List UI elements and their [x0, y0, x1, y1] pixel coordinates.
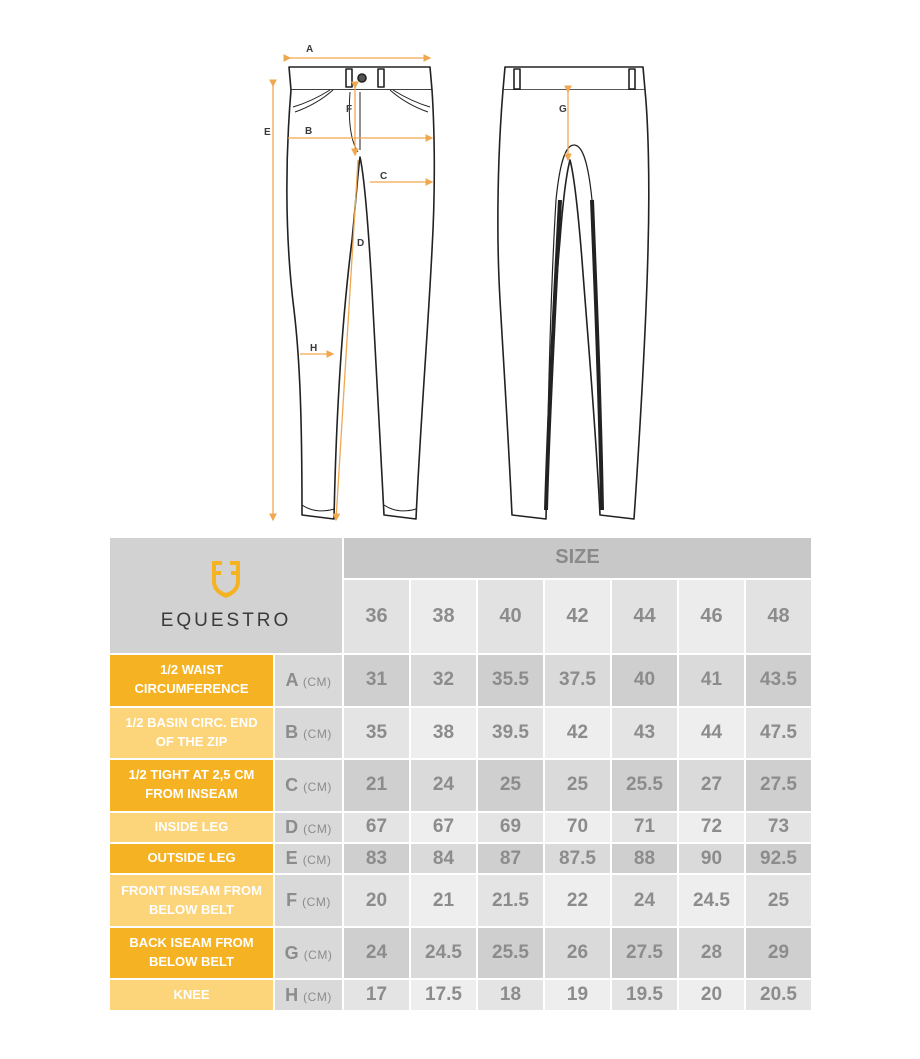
measurement-value: 39.5 [478, 708, 543, 759]
measurement-letter-text: G [284, 942, 299, 963]
table-row [110, 928, 811, 979]
table-row [110, 760, 811, 811]
measurement-letter-text: H [285, 984, 299, 1005]
measurement-letter [275, 980, 342, 1010]
measurement-letter [275, 844, 342, 873]
size-column-header: 38 [411, 580, 476, 653]
table-row [110, 875, 811, 926]
measurement-value: 87 [478, 844, 543, 873]
measurement-value: 43 [612, 708, 677, 759]
measurement-letter [275, 875, 342, 926]
measurement-name: 1/2 WAIST CIRCUMFERENCE [110, 655, 273, 706]
measurement-value: 38 [411, 708, 476, 759]
measurement-letter-text: D [285, 816, 299, 837]
measurement-unit: (CM) [303, 779, 332, 794]
label-g: G [559, 104, 567, 115]
measurement-letter [275, 813, 342, 842]
size-header: SIZE [344, 538, 811, 578]
measurement-value: 24 [344, 928, 409, 979]
measurement-value: 42 [545, 708, 610, 759]
measurement-name: INSIDE LEG [110, 813, 273, 842]
measurement-unit: (CM) [302, 853, 332, 868]
measurement-value: 25.5 [612, 760, 677, 811]
size-column-header: 36 [344, 580, 409, 653]
measurement-letter-text: A [285, 669, 298, 690]
measurement-value: 67 [411, 813, 476, 842]
measurement-value: 18 [478, 980, 543, 1010]
size-column-header: 42 [545, 580, 610, 653]
measurement-value: 24 [612, 875, 677, 926]
measurement-value: 25 [545, 760, 610, 811]
measurement-value: 25 [746, 875, 811, 926]
measurement-value: 25 [478, 760, 543, 811]
measurement-value: 40 [612, 655, 677, 706]
measurement-letter-text: F [286, 890, 298, 911]
measurement-name: KNEE [110, 980, 273, 1010]
label-d: D [357, 238, 365, 249]
table-row [110, 655, 811, 706]
size-column-header: 46 [679, 580, 744, 653]
measurement-name: OUTSIDE LEG [110, 844, 273, 873]
measurement-value: 72 [679, 813, 744, 842]
measurement-value: 43.5 [746, 655, 811, 706]
measurement-value: 19 [545, 980, 610, 1010]
measurement-value: 20 [344, 875, 409, 926]
measurement-value: 83 [344, 844, 409, 873]
size-column-header: 40 [478, 580, 543, 653]
back-view [498, 67, 649, 519]
measurement-letter [275, 760, 342, 811]
measurement-name: 1/2 BASIN CIRC. END OF THE ZIP [110, 708, 273, 759]
measurement-value: 21 [411, 875, 476, 926]
measurement-value: 27.5 [612, 928, 677, 979]
label-e: E [264, 127, 271, 138]
measurement-unit: (CM) [303, 727, 332, 742]
measurement-letter [275, 655, 342, 706]
measurement-value: 69 [478, 813, 543, 842]
measurement-letter-text: B [285, 722, 299, 743]
measurement-value: 19.5 [612, 980, 677, 1010]
measurement-unit: (CM) [302, 674, 332, 689]
measurement-value: 71 [612, 813, 677, 842]
label-f: F [346, 104, 353, 115]
measurement-value: 22 [545, 875, 610, 926]
measurement-value: 31 [344, 655, 409, 706]
measurement-value: 21 [344, 760, 409, 811]
label-b: B [305, 126, 313, 137]
size-column-header: 48 [746, 580, 811, 653]
measurement-letter [275, 708, 342, 759]
brand-name: EQUESTRO [160, 610, 292, 632]
measurement-value: 24 [411, 760, 476, 811]
measurement-value: 17 [344, 980, 409, 1010]
measurement-value: 44 [679, 708, 744, 759]
measurement-name: BACK ISEAM FROM BELOW BELT [110, 928, 273, 979]
measurement-value: 35 [344, 708, 409, 759]
measurement-value: 35.5 [478, 655, 543, 706]
measurement-value: 73 [746, 813, 811, 842]
measurement-letter [275, 928, 342, 979]
measurement-value: 67 [344, 813, 409, 842]
measurement-rows [110, 655, 811, 1010]
measurement-value: 17.5 [411, 980, 476, 1010]
measurement-value: 70 [545, 813, 610, 842]
measurement-name: FRONT INSEAM FROM BELOW BELT [110, 875, 273, 926]
brand-logo [110, 538, 342, 653]
size-chart-table [108, 536, 813, 1012]
measurement-value: 41 [679, 655, 744, 706]
measurement-value: 29 [746, 928, 811, 979]
measurement-value: 24.5 [679, 875, 744, 926]
table-row [110, 813, 811, 842]
measurement-value: 28 [679, 928, 744, 979]
measurement-value: 87.5 [545, 844, 610, 873]
measurement-unit: (CM) [302, 895, 331, 910]
size-column-header: 44 [612, 580, 677, 653]
measurement-value: 24.5 [411, 928, 476, 979]
equestro-shield-icon [209, 559, 243, 599]
measurement-letter-text: E [285, 848, 298, 869]
measurement-unit: (CM) [303, 821, 332, 836]
table-row [110, 980, 811, 1010]
measurement-value: 37.5 [545, 655, 610, 706]
measurement-value: 32 [411, 655, 476, 706]
measurement-unit: (CM) [303, 947, 333, 962]
table-row [110, 844, 811, 873]
measurement-value: 84 [411, 844, 476, 873]
label-a: A [306, 44, 314, 55]
measurement-value: 88 [612, 844, 677, 873]
table-row [110, 708, 811, 759]
measurement-value: 92.5 [746, 844, 811, 873]
measurement-name: 1/2 TIGHT AT 2,5 CM FROM INSEAM [110, 760, 273, 811]
measurement-value: 27 [679, 760, 744, 811]
measurement-value: 20.5 [746, 980, 811, 1010]
measurement-value: 25.5 [478, 928, 543, 979]
label-h: H [310, 343, 318, 354]
label-c: C [380, 171, 388, 182]
measurement-value: 90 [679, 844, 744, 873]
measurement-unit: (CM) [303, 989, 332, 1004]
measurement-value: 27.5 [746, 760, 811, 811]
measurement-value: 26 [545, 928, 610, 979]
measurement-value: 21.5 [478, 875, 543, 926]
measurement-value: 47.5 [746, 708, 811, 759]
measurement-letter-text: C [285, 774, 299, 795]
measurement-value: 20 [679, 980, 744, 1010]
